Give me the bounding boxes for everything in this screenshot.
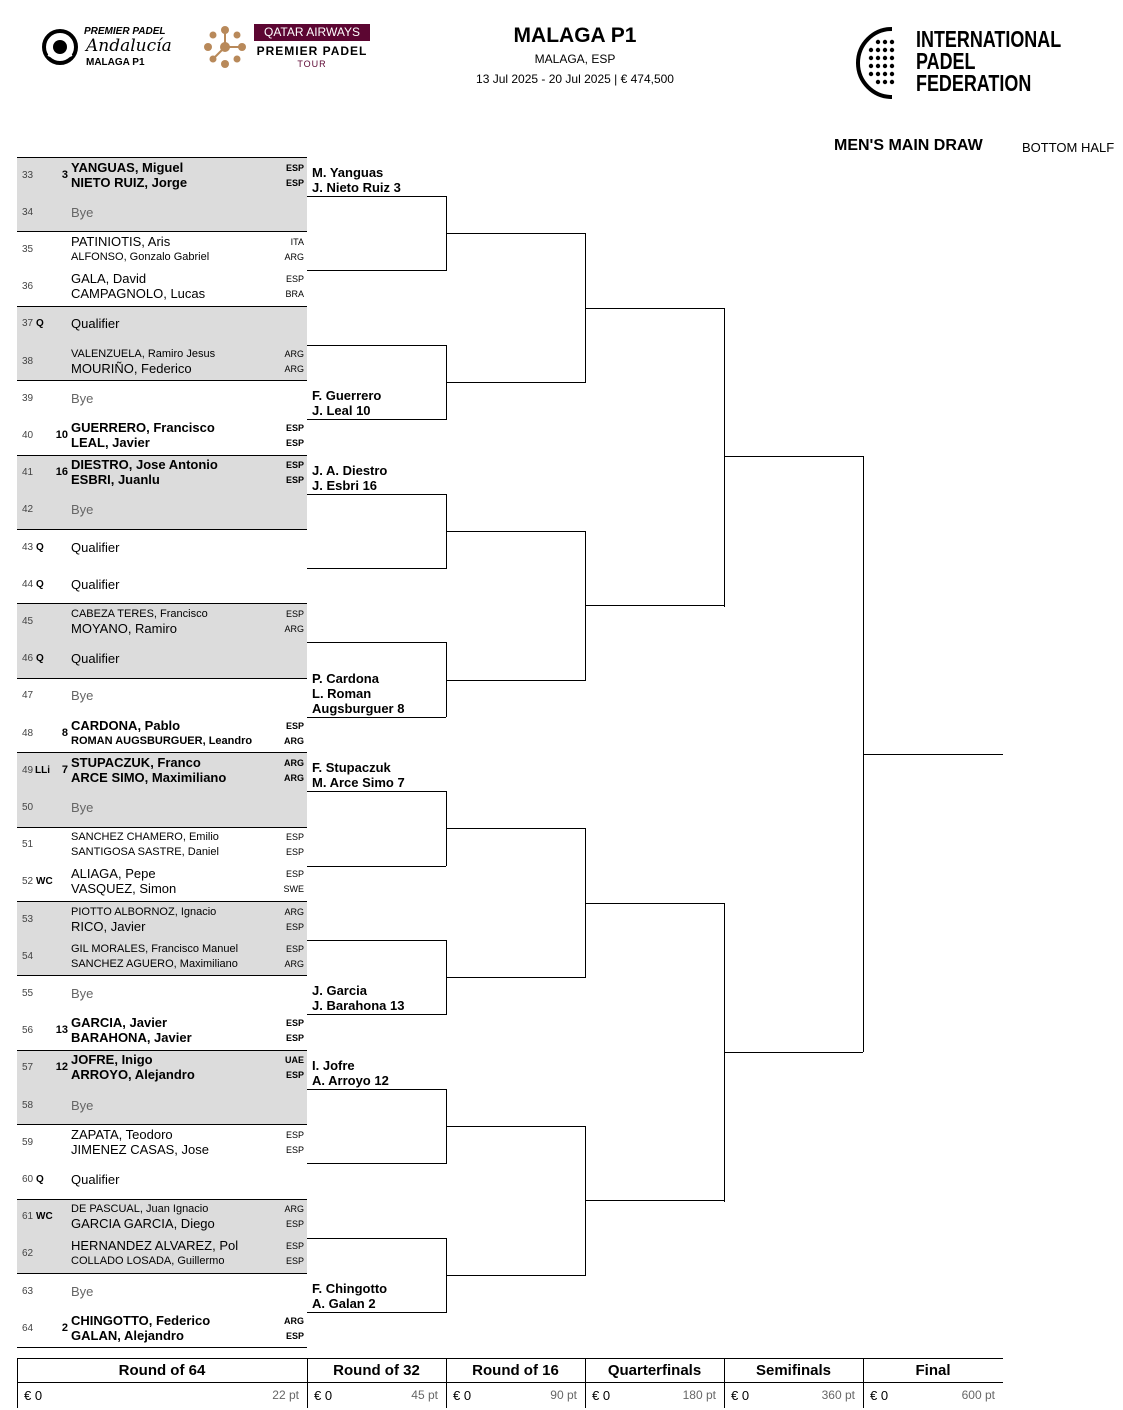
- draw-position: 39: [22, 392, 34, 404]
- round-points: 22 pt: [272, 1388, 299, 1402]
- player-name[interactable]: YANGUAS, Miguel: [71, 159, 184, 175]
- winner-name-line: L. Roman: [312, 685, 372, 701]
- bye-slot: Bye: [71, 986, 94, 1001]
- player-name[interactable]: VALENZUELA, Ramiro Jesus: [71, 347, 216, 360]
- player-name[interactable]: CARDONA, Pablo: [71, 717, 181, 733]
- player-country: ARG: [284, 252, 304, 262]
- player-name[interactable]: ROMAN AUGSBURGUER, Leandro: [71, 734, 253, 747]
- bracket-line: [307, 717, 446, 718]
- player-name[interactable]: BARAHONA, Javier: [71, 1030, 192, 1046]
- player-name[interactable]: MOYANO, Ramiro: [71, 621, 177, 636]
- draw-position: 62: [22, 1248, 34, 1260]
- player-name[interactable]: VASQUEZ, Simon: [71, 881, 177, 897]
- round-points: 360 pt: [821, 1388, 855, 1402]
- draw-position: 58: [22, 1099, 34, 1111]
- draw-position: 54: [22, 950, 34, 962]
- andalucia-logo-line2: Andalucía: [86, 36, 172, 56]
- bracket-line: [307, 1089, 446, 1090]
- round-points: 90 pt: [550, 1388, 577, 1402]
- player-name[interactable]: CHINGOTTO, Federico: [71, 1312, 211, 1328]
- round32-winner: [312, 983, 405, 1013]
- round-prize: € 0: [453, 1388, 472, 1403]
- bracket-line: [307, 791, 446, 792]
- bracket-line: [863, 754, 1003, 755]
- round-label: Quarterfinals: [607, 1362, 702, 1379]
- bracket-line: [724, 308, 725, 607]
- winner-name-line: J. Leal 10: [312, 403, 371, 419]
- entry-type: WC: [36, 1211, 53, 1223]
- seed-number: 3: [61, 168, 68, 181]
- qualifier-slot[interactable]: Qualifier: [71, 651, 120, 667]
- bracket-line: [446, 531, 585, 532]
- player-country: ESP: [285, 1033, 304, 1044]
- draw-position: 42: [22, 504, 34, 516]
- player-name[interactable]: STUPACZUK, Franco: [71, 754, 201, 770]
- seed-number: 8: [61, 726, 68, 739]
- bracket-line: [307, 1163, 446, 1164]
- round32-winner: [312, 1281, 387, 1311]
- draw-position: 48: [22, 727, 34, 739]
- player-country: ESP: [285, 921, 304, 932]
- draw-position: 47: [22, 690, 34, 702]
- seed-number: 12: [55, 1061, 68, 1074]
- bracket-line: [724, 1052, 863, 1053]
- seed-number: 10: [55, 429, 68, 441]
- bye-slot: Bye: [71, 1283, 94, 1299]
- player-country: ESP: [285, 274, 304, 285]
- draw-position: 46: [22, 653, 34, 665]
- seed-number: 7: [61, 763, 68, 776]
- player-country: ESP: [285, 1219, 304, 1230]
- player-country: ARG: [284, 772, 304, 783]
- winner-name-line: J. Esbri 16: [312, 477, 378, 493]
- match-pair-box: [17, 380, 307, 455]
- round32-winner: [312, 760, 405, 790]
- player-country: ARG: [284, 1315, 304, 1326]
- player-name[interactable]: GARCIA, Javier: [71, 1015, 168, 1031]
- footer-rule: [17, 1358, 1003, 1359]
- player-country: ESP: [285, 943, 304, 954]
- player-name[interactable]: SANCHEZ CHAMERO, Emilio: [71, 831, 219, 844]
- player-country: ARG: [284, 1204, 304, 1215]
- player-country: ESP: [285, 177, 304, 188]
- round-label: Round of 64: [118, 1362, 206, 1379]
- winner-name-line: A. Galan 2: [312, 1296, 376, 1312]
- player-country: ARG: [284, 624, 304, 634]
- bracket-line: [446, 233, 585, 234]
- draw-position: 63: [22, 1285, 34, 1297]
- player-name[interactable]: RICO, Javier: [71, 918, 146, 934]
- player-country: ESP: [285, 423, 304, 433]
- player-name[interactable]: MOURIÑO, Federico: [71, 360, 192, 376]
- player-country: ITA: [290, 237, 304, 247]
- draw-position: 37: [22, 318, 34, 330]
- fip-logo: [852, 26, 1062, 100]
- fip-line3: FEDERATION: [916, 70, 1032, 96]
- bracket-line: [307, 866, 446, 867]
- round-points: 600 pt: [961, 1388, 995, 1402]
- seed-number: 13: [55, 1024, 68, 1037]
- winner-name-line: F. Stupaczuk: [312, 760, 391, 776]
- round-prize: € 0: [592, 1388, 611, 1403]
- player-country: BRA: [285, 289, 304, 300]
- draw-position: 55: [22, 988, 34, 999]
- bye-slot: Bye: [71, 502, 94, 518]
- draw-title: MEN'S MAIN DRAW: [834, 137, 983, 154]
- player-name[interactable]: JIMENEZ CASAS, Jose: [71, 1141, 209, 1157]
- player-country: ESP: [285, 1070, 304, 1081]
- winner-name-line: M. Arce Simo 7: [312, 775, 405, 791]
- player-name[interactable]: ARROYO, Alejandro: [71, 1067, 195, 1083]
- draw-position: 61: [22, 1211, 34, 1223]
- player-country: ESP: [285, 609, 304, 619]
- bracket-line: [307, 419, 446, 420]
- bracket-line: [307, 940, 446, 941]
- round-prize: € 0: [870, 1388, 889, 1403]
- round-prize: € 0: [314, 1388, 333, 1403]
- round-points: 45 pt: [411, 1388, 438, 1402]
- round-label: Semifinals: [755, 1362, 832, 1379]
- player-country: ARG: [284, 906, 304, 917]
- round-points: 180 pt: [682, 1388, 716, 1402]
- bracket-line: [446, 382, 585, 383]
- player-name[interactable]: SANTIGOSA SASTRE, Daniel: [71, 846, 219, 859]
- player-country: ARG: [284, 958, 304, 969]
- bye-slot: Bye: [71, 800, 94, 815]
- bracket-line: [307, 1312, 446, 1313]
- bracket-line: [585, 605, 724, 606]
- player-name[interactable]: LEAL, Javier: [71, 435, 150, 450]
- seed-number: 16: [55, 466, 68, 479]
- player-name[interactable]: CAMPAGNOLO, Lucas: [71, 286, 206, 302]
- round-prize: € 0: [24, 1388, 43, 1403]
- bracket-line: [446, 1275, 585, 1276]
- player-name[interactable]: GUERRERO, Francisco: [71, 420, 215, 435]
- player-country: ESP: [285, 1018, 304, 1029]
- player-name[interactable]: COLLADO LOSADA, Guillermo: [71, 1255, 225, 1268]
- bracket-line: [307, 642, 446, 643]
- draw-position: 60: [22, 1174, 34, 1185]
- bracket-line: [307, 196, 446, 197]
- draw-position: 38: [22, 355, 34, 367]
- bye-slot: Bye: [71, 1097, 94, 1113]
- entry-type: Q: [36, 578, 44, 590]
- draw-position: 53: [22, 913, 34, 925]
- winner-name-line: I. Jofre: [312, 1057, 355, 1073]
- player-country: ARG: [284, 735, 304, 746]
- player-name[interactable]: ALFONSO, Gonzalo Gabriel: [71, 251, 210, 263]
- draw-position: 51: [22, 839, 34, 851]
- entry-type: Q: [36, 318, 44, 330]
- player-name[interactable]: ARCE SIMO, Maximiliano: [71, 769, 227, 785]
- fip-line1: INTERNATIONAL: [916, 26, 1062, 52]
- draw-position: 57: [22, 1062, 34, 1074]
- bracket-line: [585, 308, 724, 309]
- player-country: ESP: [285, 1241, 304, 1252]
- andalucia-logo: [42, 26, 187, 72]
- qualifier-slot[interactable]: Qualifier: [71, 576, 120, 592]
- entry-type: Q: [36, 653, 44, 665]
- bracket-line: [585, 1126, 586, 1276]
- draw-position: 36: [22, 281, 34, 293]
- premier-padel-text: PREMIER PADEL: [256, 44, 368, 58]
- round32-winner: [312, 1058, 389, 1088]
- winner-name-line: P. Cardona: [312, 670, 379, 686]
- player-name[interactable]: GALAN, Alejandro: [71, 1327, 184, 1343]
- player-country: ESP: [285, 847, 304, 858]
- player-country: ESP: [285, 1330, 304, 1341]
- player-name[interactable]: CABEZA TERES, Francisco: [71, 608, 208, 620]
- qualifier-slot[interactable]: Qualifier: [71, 1172, 120, 1187]
- entry-type: Q: [36, 1174, 44, 1185]
- player-name[interactable]: ALIAGA, Pepe: [71, 866, 156, 882]
- tournament-title: MALAGA P1: [513, 24, 637, 47]
- player-name[interactable]: DE PASCUAL, Juan Ignacio: [71, 1203, 209, 1216]
- draw-position: 33: [22, 169, 34, 181]
- player-name[interactable]: ZAPATA, Teodoro: [71, 1126, 173, 1142]
- qualifier-slot[interactable]: Qualifier: [71, 316, 120, 332]
- entry-type: Q: [36, 541, 44, 553]
- andalucia-logo-line3: MALAGA P1: [86, 57, 145, 68]
- qatar-airways-banner: QATAR AIRWAYS: [254, 24, 370, 41]
- player-country: ESP: [285, 1144, 304, 1155]
- player-name[interactable]: GARCIA GARCIA, Diego: [71, 1216, 215, 1232]
- player-name[interactable]: PATINIOTIS, Aris: [71, 234, 171, 249]
- round32-winner: [312, 165, 401, 195]
- draw-position: 40: [22, 430, 34, 441]
- bracket-line: [307, 345, 446, 346]
- player-country: ESP: [285, 1256, 304, 1267]
- bracket-line: [307, 1238, 446, 1239]
- fip-dots-icon: [852, 26, 908, 100]
- bracket-line: [585, 531, 586, 681]
- winner-name-line: J. Nieto Ruiz 3: [312, 180, 401, 196]
- player-country: ESP: [285, 475, 304, 486]
- bye-slot: Bye: [71, 688, 94, 704]
- bracket-line: [446, 680, 585, 681]
- winner-name-line: F. Chingotto: [312, 1281, 388, 1297]
- player-name[interactable]: DIESTRO, Jose Antonio: [71, 457, 218, 473]
- qualifier-slot[interactable]: Qualifier: [71, 539, 120, 555]
- draw-position: 52: [22, 876, 34, 888]
- draw-position: 59: [22, 1136, 34, 1148]
- andalucia-logo-line1: PREMIER PADEL: [84, 26, 166, 37]
- player-name[interactable]: NIETO RUIZ, Jorge: [71, 174, 188, 190]
- player-country: ESP: [285, 162, 304, 173]
- bracket-line: [446, 977, 585, 978]
- entry-type: WC: [36, 876, 53, 888]
- round32-winner: [312, 671, 404, 716]
- bracket-line: [307, 270, 446, 271]
- draw-position: 64: [22, 1322, 34, 1334]
- draw-position: 50: [22, 802, 34, 813]
- bracket-line: [307, 1014, 446, 1015]
- player-country: ESP: [285, 869, 304, 880]
- bracket-line: [724, 456, 863, 457]
- winner-name-line: A. Arroyo 12: [312, 1072, 389, 1088]
- player-country: SWE: [283, 884, 304, 895]
- draw-position: 56: [22, 1025, 34, 1037]
- player-name[interactable]: SANCHEZ AGUERO, Maximiliano: [71, 957, 238, 970]
- bracket-line: [446, 1126, 585, 1127]
- player-country: ARG: [284, 363, 304, 374]
- winner-name-line: F. Guerrero: [312, 388, 382, 404]
- player-name[interactable]: HERNANDEZ ALVAREZ, Pol: [71, 1238, 239, 1254]
- player-country: ARG: [284, 348, 304, 359]
- round-label: Round of 32: [333, 1362, 420, 1379]
- padel-ball-icon: [42, 29, 78, 65]
- player-country: ESP: [285, 460, 304, 471]
- winner-name-line: J. A. Diestro: [312, 462, 388, 478]
- player-country: ESP: [285, 1129, 304, 1140]
- player-name[interactable]: ESBRI, Juanlu: [71, 472, 160, 488]
- bracket-line: [307, 494, 446, 495]
- round32-winner: [312, 388, 381, 418]
- player-name[interactable]: PIOTTO ALBORNOZ, Ignacio: [71, 905, 217, 918]
- round-prize: € 0: [731, 1388, 750, 1403]
- seed-number: 2: [61, 1321, 68, 1334]
- bye-slot: Bye: [71, 204, 94, 220]
- bracket-line: [585, 1200, 724, 1201]
- player-country: ARG: [284, 757, 304, 768]
- round-label: Final: [915, 1362, 951, 1379]
- bracket-line: [446, 828, 585, 829]
- tour-text: TOUR: [297, 59, 327, 69]
- winner-name-line: M. Yanguas: [312, 165, 384, 181]
- draw-position: 34: [22, 206, 34, 218]
- player-country: ESP: [285, 438, 304, 448]
- bracket-line: [585, 903, 724, 904]
- bracket-line: [307, 568, 446, 569]
- player-name[interactable]: GALA, David: [71, 271, 147, 287]
- player-name[interactable]: GIL MORALES, Francisco Manuel: [71, 942, 239, 955]
- winner-name-line: J. Garcia: [312, 983, 367, 999]
- draw-position: 44: [22, 578, 34, 590]
- draw-position: 49: [22, 764, 34, 776]
- tournament-location: MALAGA, ESP: [534, 52, 616, 66]
- player-country: UAE: [284, 1055, 304, 1066]
- player-country: ESP: [285, 720, 304, 731]
- flower-logo-icon: [202, 24, 248, 70]
- draw-position: 35: [22, 244, 34, 255]
- round-label: Round of 16: [472, 1362, 559, 1379]
- draw-position: 43: [22, 541, 34, 553]
- entry-type: LLi: [35, 764, 50, 776]
- winner-name-line: J. Barahona 13: [312, 998, 405, 1014]
- match-pair-box: [17, 529, 307, 604]
- draw-position: 45: [22, 616, 34, 627]
- winner-name-line: Augsburguer 8: [312, 700, 405, 716]
- draw-position: 41: [22, 467, 34, 479]
- draw-subtitle: BOTTOM HALF: [1022, 140, 1115, 155]
- bye-slot: Bye: [71, 390, 94, 406]
- footer-rule: [17, 1382, 1003, 1383]
- player-name[interactable]: JOFRE, Inigo: [71, 1052, 153, 1068]
- player-country: ESP: [285, 832, 304, 843]
- round32-winner: [312, 463, 387, 493]
- qatar-premier-padel-logo: [202, 24, 372, 72]
- fip-line2: PADEL: [916, 48, 976, 74]
- tournament-dates-prize: 13 Jul 2025 - 20 Jul 2025 | € 474,500: [476, 72, 674, 86]
